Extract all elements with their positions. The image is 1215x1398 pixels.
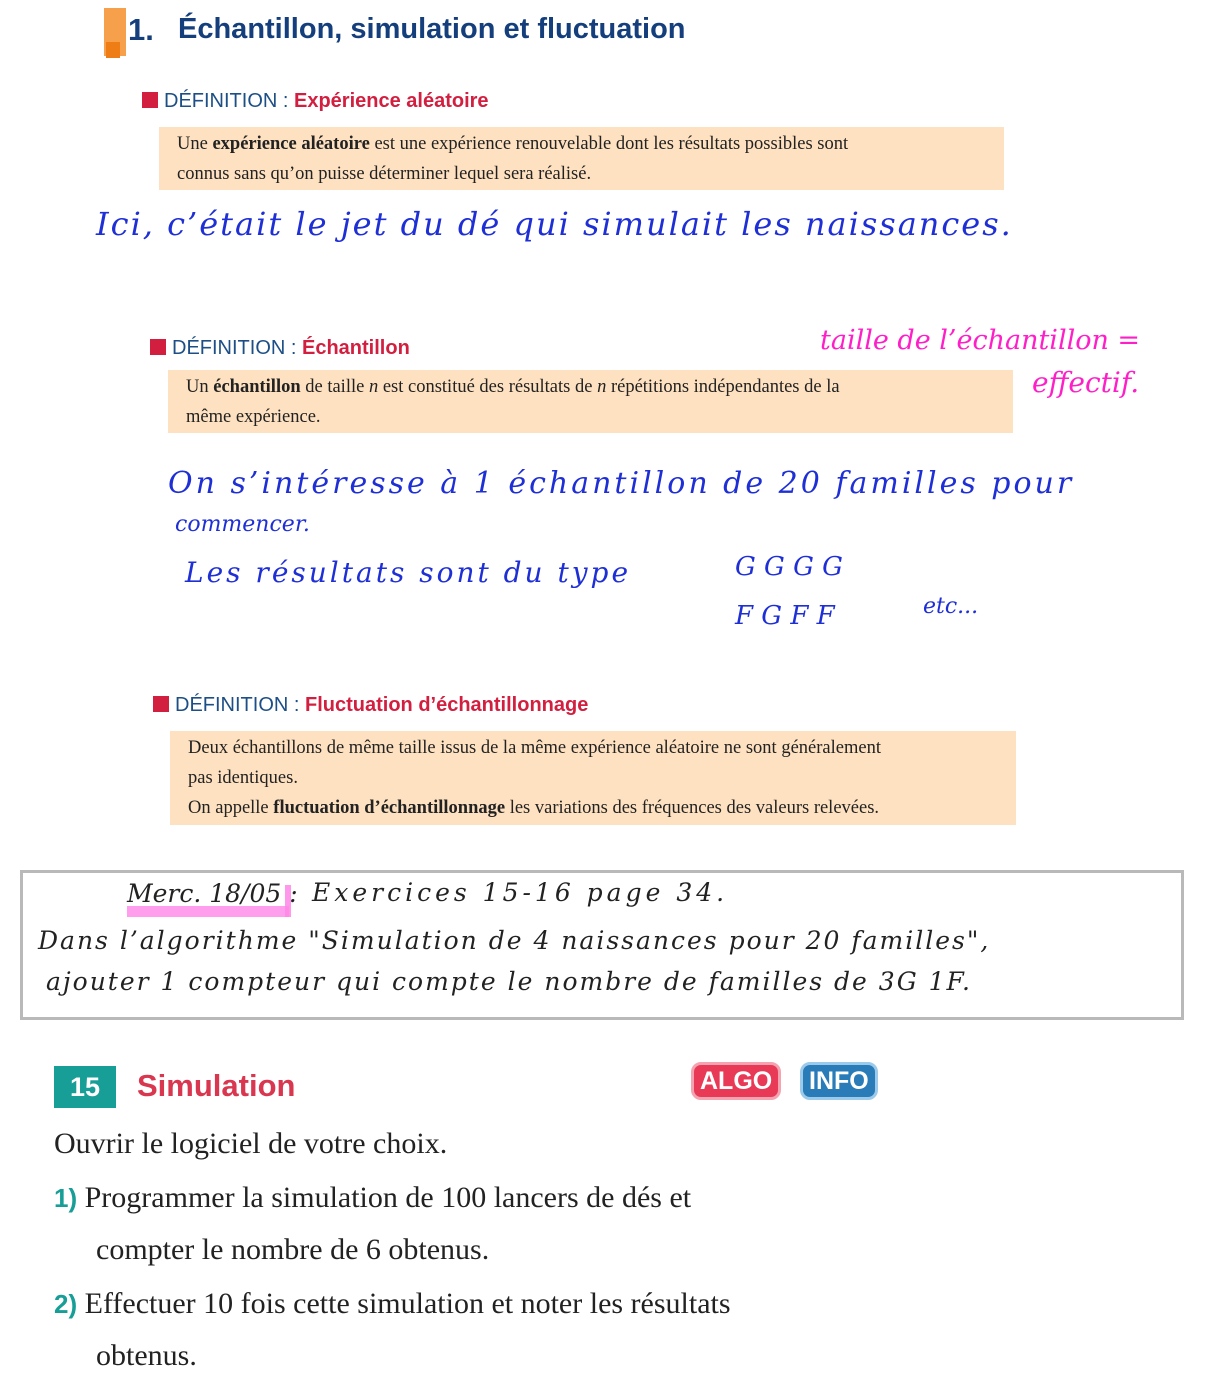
handwritten-sequence: F G F F (735, 601, 835, 631)
info-badge: INFO (800, 1062, 878, 1100)
definition-line: Un échantillon de taille n est constitué des résultats de n répétitions indépendantes de la (186, 377, 840, 397)
exercise-question: 2) Effectuer 10 fois cette simulation et noter les résultats (54, 1287, 731, 1320)
section-title: Échantillon, simulation et fluctuation (178, 13, 686, 45)
heading-decoration-accent (106, 42, 120, 58)
exercise-question-line: obtenus. (96, 1339, 197, 1372)
definition-square-icon (142, 92, 158, 108)
exercise-number: 15 (54, 1066, 116, 1108)
handwritten-note: Ici, c’était le jet du dé qui simulait les naissances. (96, 205, 1013, 243)
definition-line: On appelle fluctuation d’échantillonnage les variations des fréquences des valeurs relevées. (188, 798, 880, 818)
algo-badge: ALGO (691, 1062, 781, 1100)
definition-line: Deux échantillons de même taille issus de la même expérience aléatoire ne sont généralement (188, 738, 881, 758)
definition-line: même expérience. (186, 407, 321, 427)
handwritten-sequence: G G G G (735, 552, 843, 582)
definition-heading: DÉFINITION : Fluctuation d’échantillonnage (153, 694, 588, 717)
definition-line: pas identiques. (188, 768, 298, 788)
handwritten-note: On s’intéresse à 1 échantillon de 20 familles pour (168, 466, 1075, 501)
handwritten-note-pink: taille de l’échantillon = (820, 325, 1141, 356)
handwritten-note: commencer. (175, 512, 310, 537)
exercise-question: 1) Programmer la simulation de 100 lancers de dés et (54, 1181, 692, 1214)
homework-line: Dans l’algorithme "Simulation de 4 naissances pour 20 familles", (38, 926, 991, 955)
definition-heading: DÉFINITION : Expérience aléatoire (142, 90, 489, 113)
exercise-question-line: compter le nombre de 6 obtenus. (96, 1233, 490, 1266)
homework-date: Merc. 18/05 : (127, 879, 298, 908)
definition-line: Une expérience aléatoire est une expérience renouvelable dont les résultats possibles sont (177, 134, 849, 154)
section-number: 1. (128, 12, 154, 47)
exercise-title: Simulation (137, 1068, 296, 1103)
exercise-intro: Ouvrir le logiciel de votre choix. (54, 1127, 448, 1160)
definition-box (159, 127, 1004, 190)
homework-exercises: Exercices 15-16 page 34. (312, 878, 729, 907)
homework-line: ajouter 1 compteur qui compte le nombre de familles de 3G 1F. (46, 967, 972, 996)
definition-heading: DÉFINITION : Échantillon (150, 337, 410, 360)
handwritten-note: etc... (923, 594, 979, 619)
handwritten-note-pink: effectif. (1032, 366, 1140, 399)
definition-box (170, 731, 1016, 825)
definition-line: connus sans qu’on puisse déterminer lequel sera réalisé. (177, 164, 592, 184)
definition-box (168, 370, 1013, 433)
handwritten-note: Les résultats sont du type (185, 556, 632, 589)
definition-square-icon (153, 696, 169, 712)
definition-square-icon (150, 339, 166, 355)
